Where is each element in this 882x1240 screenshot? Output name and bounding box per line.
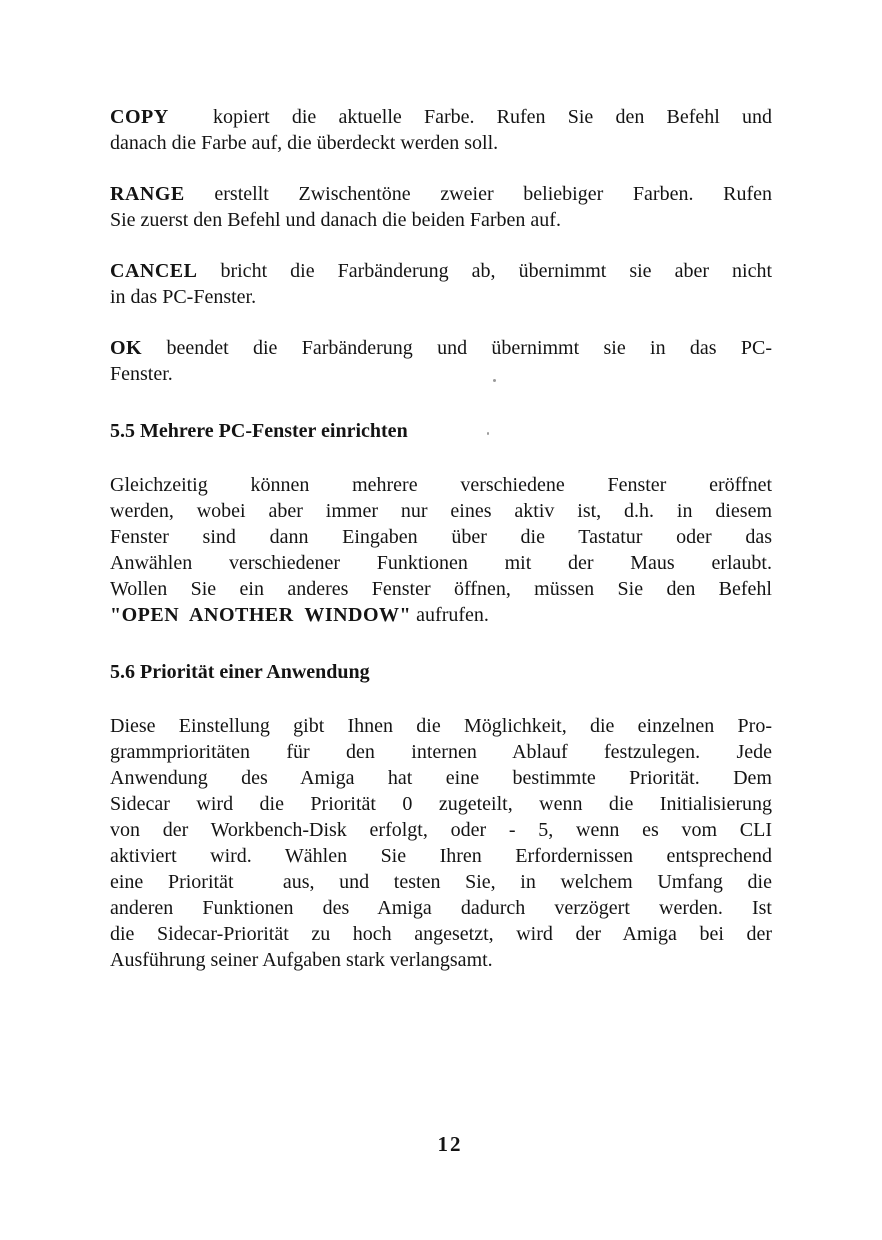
paragraph-copy <box>110 104 772 156</box>
paragraph-priority-line-7: eine Priorität aus, und testen Sie, in welchem Umfang die <box>110 871 772 893</box>
paragraph-multiple-windows <box>110 472 772 628</box>
paragraph-priority-line-2: grammprioritäten für den internen Ablauf festzulegen. Jede <box>110 741 772 763</box>
paragraph-priority-line-4: Sidecar wird die Priorität 0 zugeteilt, wenn die Initialisierung <box>110 793 772 815</box>
paragraph-windows-line-5: Wollen Sie ein anderes Fenster öffnen, müssen Sie den Befehl <box>110 578 772 600</box>
paragraph-copy-text-1: kopiert die aktuelle Farbe. Rufen Sie den Befehl und <box>168 106 772 128</box>
page-number: 12 <box>437 1132 463 1156</box>
paragraph-cancel-text-1: bricht die Farbänderung ab, übernimmt sie aber nicht <box>197 260 772 282</box>
paragraph-ok-line-1 <box>110 335 772 361</box>
paragraph-ok <box>110 335 772 387</box>
command-open-another-window: "OPEN ANOTHER WINDOW" <box>110 604 412 626</box>
paragraph-priority-line-3: Anwendung des Amiga hat eine bestimmte Priorität. Dem <box>110 767 772 789</box>
command-cancel: CANCEL <box>110 260 198 282</box>
paragraph-range-line-1 <box>110 181 772 207</box>
paragraph-copy-line-1 <box>110 104 772 130</box>
paragraph-cancel-line-1 <box>110 258 772 284</box>
paragraph-ok-text-1: beendet die Farbänderung und übernimmt sie in das PC- <box>142 337 772 359</box>
paragraph-range-line-2: Sie zuerst den Befehl und danach die beiden Farben auf. <box>110 209 561 231</box>
paragraph-windows-line-6 <box>110 602 772 628</box>
paragraph-priority-line-5: von der Workbench-Disk erfolgt, oder - 5, wenn es vom CLI <box>110 819 772 841</box>
paragraph-windows-line-2: werden, wobei aber immer nur eines aktiv ist, d.h. in diesem <box>110 500 772 522</box>
paragraph-windows-line-4: Anwählen verschiedener Funktionen mit der Maus erlaubt. <box>110 552 772 574</box>
paragraph-priority-line-8: anderen Funktionen des Amiga dadurch verzögert werden. Ist <box>110 897 772 919</box>
paragraph-priority-line-10: Ausführung seiner Aufgaben stark verlangsamt. <box>110 949 493 971</box>
paragraph-ok-line-2: Fenster. <box>110 363 173 385</box>
paragraph-windows-line-3: Fenster sind dann Eingaben über die Tastatur oder das <box>110 526 772 548</box>
command-range: RANGE <box>110 183 185 205</box>
paragraph-priority-line-1: Diese Einstellung gibt Ihnen die Möglichkeit, die einzelnen Pro- <box>110 715 772 737</box>
paragraph-copy-line-2: danach die Farbe auf, die überdeckt werden soll. <box>110 132 499 154</box>
command-ok: OK <box>110 337 143 359</box>
paragraph-range-text-1: erstellt Zwischentöne zweier beliebiger Farben. Rufen <box>184 183 772 205</box>
paragraph-windows-text-6: aufrufen. <box>411 604 489 626</box>
paragraph-cancel <box>110 258 772 310</box>
section-heading-5-5: 5.5 Mehrere PC-Fenster einrichten <box>110 420 408 442</box>
text-column <box>110 104 772 998</box>
paragraph-windows-line-1: Gleichzeitig können mehrere verschiedene Fenster eröffnet <box>110 474 772 496</box>
paragraph-priority <box>110 713 772 973</box>
section-heading-5-6: 5.6 Priorität einer Anwendung <box>110 661 370 683</box>
scan-artifact-speck <box>487 432 489 435</box>
command-copy: COPY <box>110 106 169 128</box>
paragraph-cancel-line-2: in das PC-Fenster. <box>110 286 257 308</box>
paragraph-priority-line-9: die Sidecar-Priorität zu hoch angesetzt, wird der Amiga bei der <box>110 923 772 945</box>
scan-artifact-speck <box>493 379 496 382</box>
paragraph-priority-line-6: aktiviert wird. Wählen Sie Ihren Erfordernissen entsprechend <box>110 845 772 867</box>
paragraph-range <box>110 181 772 233</box>
